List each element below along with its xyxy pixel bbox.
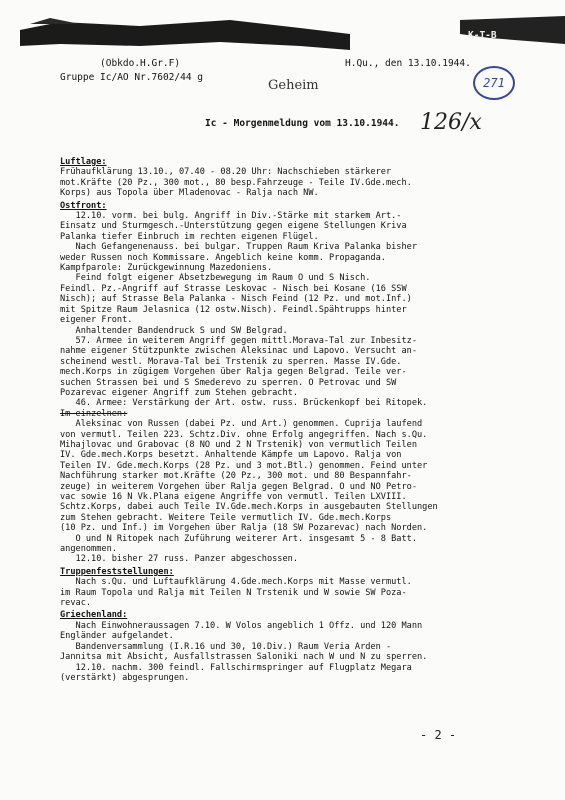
text-line: O und N Ritopek nach Zuführung weiterer Art. insgesamt 5 - 8 Batt. — [60, 533, 417, 544]
org-line: (Obkdo.H.Gr.F) — [100, 58, 181, 69]
text-line: Nisch); auf Strasse Bela Palanka - Nisch Feind (12 Pz. und mot.Inf.) — [60, 294, 412, 305]
section-griechenland — [60, 610, 552, 683]
text-line: Nach Gefangenenauss. bei bulgar. Truppen Raum Kriva Palanka bisher — [60, 242, 417, 253]
section-heading: Truppenfeststellungen: — [60, 566, 174, 577]
text-line: Anhaltender Bandendruck S und SW Belgrad. — [60, 325, 288, 336]
text-line: 12.10. nachm. 300 feindl. Fallschirmspringer auf Flugplatz Megara — [60, 662, 412, 673]
text-line: vac sowie 16 N Vk.Plana eigene Angriffe von vermutl. Teilen LXVIII. — [60, 492, 407, 502]
top-mark: K-T-B — [468, 30, 497, 41]
text-line: Bandenversammlung (I.R.16 und 30, 10.Div.) Raum Veria Arden - — [60, 641, 392, 652]
text-line: Frühaufklärung 13.10., 07.40 - 08.20 Uhr: Nachschieben stärkerer — [60, 167, 392, 178]
section-truppenfeststellungen — [60, 567, 552, 609]
text-line: IV. Gde.mech.Korps besetzt. Anhaltende Kämpfe um Lapovo. Ralja von — [60, 450, 402, 461]
text-line: 57. Armee in weiterem Angriff gegen mittl.Morava-Tal zur Inbesitz- — [60, 335, 417, 346]
text-line: 12.10. bisher 27 russ. Panzer abgeschossen. — [60, 554, 298, 565]
text-line: Nachführung starker mot.Kräfte (20 Pz., 300 mot. und 80 Bespannfahr- — [60, 471, 412, 482]
text-line: revac. — [60, 598, 92, 609]
archive-number-circle: 271 — [473, 66, 515, 100]
text-line: Nach Einwohneraussagen 7.10. W Volos angeblich 1 Offz. und 120 Mann — [60, 620, 423, 631]
text-line: nahme eigener Stützpunkte zwischen Aleksinac und Lapovo. Versucht an- — [60, 346, 417, 357]
secret-stamp: Geheim — [268, 78, 319, 93]
text-line: suchen Strassen bei und S Smederevo zu sperren. O Petrovac und SW — [60, 377, 397, 388]
text-line: 46. Armee: Verstärkung der Art. ostw. russ. Brückenkopf bei Ritopek. — [60, 398, 428, 409]
text-line: Mihajlovac und Grabovac (8 NO und 2 N Trstenik) von vermutlich Teilen — [60, 439, 417, 450]
text-line: mech.Korps in zügigem Vorgehen über Ralja gegen Belgrad. Teile ver- — [60, 367, 407, 378]
place-date: H.Qu., den 13.10.1944. — [345, 58, 471, 69]
text-line: Feindl. Pz.-Angriff auf Strasse Leskovac - Nisch bei Kosane (16 SSW — [60, 283, 407, 294]
text-line: weder Russen noch Kommissare. Angeblich keine komm. Propaganda. — [60, 252, 386, 263]
text-line: Feind folgt eigener Absetzbewegung im Raum O und S Nisch. — [60, 273, 371, 284]
section-heading: Ostfront: — [60, 200, 107, 211]
text-line: im Raum Topola und Ralja mit Teilen N Trstenik und W sowie SW Poza- — [60, 587, 407, 598]
section-heading: Griechenland: — [60, 610, 128, 621]
page-mark: - 2 - — [420, 728, 457, 742]
handwritten-number: 126/x — [420, 110, 482, 135]
text-line: Jannitsa mit Absicht, Ausfallstrassen Saloniki nach W und N zu sperren. — [60, 652, 428, 663]
text-line: Schtz.Korps, dabei auch Teile IV.Gde.mech.Korps in ausgebauten Stellungen — [60, 502, 438, 513]
text-line: (verstärkt) abgesprungen. — [60, 672, 190, 683]
text-line: Im einzelnen: — [60, 408, 128, 419]
text-line: zum Stehen gebracht. Weitere Teile vermutlich IV. Gde.mech.Korps — [60, 512, 392, 523]
text-line: Einsatz und Sturmgesch.-Unterstützung gegen eigene Stellungen Kriva — [60, 221, 407, 232]
text-line: 12.10. vorm. bei bulg. Angriff in Div.-Stärke mit starkem Art.- — [60, 211, 402, 222]
text-line: Nach s.Qu. und Luftaufklärung 4.Gde.mech.Korps mit Masse vermutl. — [60, 577, 412, 588]
gruppe-line: Gruppe Ic/AO Nr.7602/44 g — [60, 72, 203, 83]
text-line: von vermutl. Teilen 223. Schtz.Div. ohne Erfolg angegriffen. Nach s.Qu. — [60, 429, 428, 440]
section-ostfront — [60, 201, 552, 565]
text-line: (10 Pz. und Inf.) im Vorgehen über Ralja (18 SW Pozarevac) nach Norden. — [60, 523, 428, 534]
text-line: eigener Front. — [60, 315, 133, 326]
text-line: mot.Kräfte (20 Pz., 300 mot., 80 besp.Fahrzeuge - Teile IV.Gde.mech. — [60, 177, 412, 188]
text-line: mit Spitze Raum Jelasnica (12 ostw.Nisch). Feindl.Spähtrupps hinter — [60, 304, 407, 315]
text-line: Kampfparole: Zurückgewinnung Mazedoniens. — [60, 263, 273, 274]
section-heading: Luftlage: — [60, 157, 107, 167]
text-line: Aleksinac von Russen (dabei Pz. und Art.) genommen. Cuprija laufend — [60, 419, 423, 430]
text-line: angenommen. — [60, 544, 117, 555]
text-line: zeuge) in weiterem Vorgehen über Ralja gegen Belgrad. O und NO Petro- — [60, 481, 417, 492]
text-line: Pozarevac eigener Angriff zum Stehen gebracht. — [60, 387, 298, 398]
text-line: Korps) aus Topola über Mladenovac - Ralja nach NW. — [60, 188, 319, 199]
text-line: scheinend westl. Morava-Tal bei Trstenik zu sperren. Masse IV.Gde. — [60, 356, 402, 367]
report-title: Ic - Morgenmeldung vom 13.10.1944. — [205, 118, 400, 129]
text-line: Engländer aufgelandet. — [60, 631, 174, 642]
report-body — [60, 155, 552, 683]
section-luftlage — [60, 157, 552, 199]
text-line: Teilen IV. Gde.mech.Korps (28 Pz. und 3 mot.Btl.) genommen. Feind unter — [60, 460, 428, 471]
text-line: Palanka tiefer Einbruch im rechten eigenen Flügel. — [60, 231, 319, 242]
